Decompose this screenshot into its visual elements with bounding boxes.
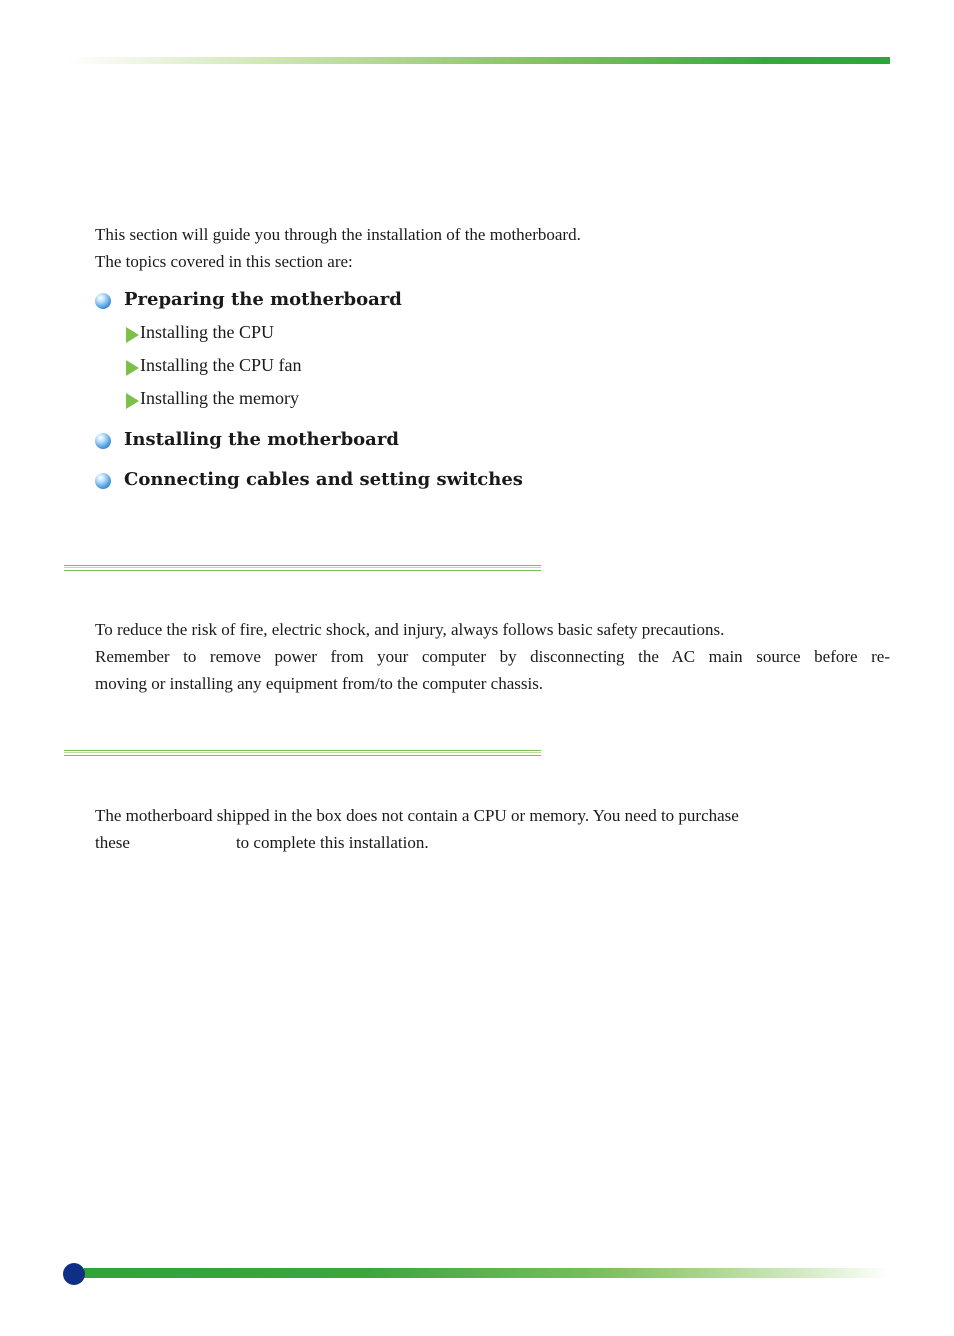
topic-connecting <box>95 469 523 490</box>
subtopic-label: Installing the memory <box>140 388 299 408</box>
green-arrow-icon <box>126 360 139 376</box>
safety-line-2: Remember to remove power from your computer by disconnecting the AC main source before re- <box>95 647 890 666</box>
cpu-note-line-2a: these <box>95 833 130 852</box>
header-rule <box>66 57 890 64</box>
cpu-note-line-2 <box>95 829 875 856</box>
subtopic-item <box>126 322 274 343</box>
section-divider <box>64 565 541 571</box>
subtopic-label: Installing the CPU <box>140 322 274 342</box>
safety-line-1: To reduce the risk of fire, electric shock, and injury, always follows basic safety precautions. <box>95 620 725 639</box>
intro-line-2: The topics covered in this section are: <box>95 252 353 271</box>
blue-ball-icon <box>95 293 111 309</box>
topic-label: Installing the motherboard <box>124 429 399 450</box>
topic-label: Preparing the motherboard <box>124 289 402 310</box>
green-arrow-icon <box>126 327 139 343</box>
cpu-note-paragraph <box>95 802 875 856</box>
cpu-note-line-2b: to complete this installation. <box>235 833 429 852</box>
subtopic-item <box>126 388 299 409</box>
topic-label: Connecting cables and setting switches <box>124 469 523 490</box>
intro-paragraph <box>95 221 895 275</box>
subtopic-label: Installing the CPU fan <box>140 355 302 375</box>
page-marker-dot <box>63 1263 85 1285</box>
footer-rule <box>84 1268 890 1278</box>
topic-installing <box>95 429 399 450</box>
safety-line-3: moving or installing any equipment from/to the computer chassis. <box>95 674 544 693</box>
safety-paragraph <box>95 616 890 697</box>
green-arrow-icon <box>126 393 139 409</box>
subtopic-item <box>126 355 301 376</box>
section-divider <box>64 750 541 756</box>
blue-ball-icon <box>95 473 111 489</box>
topic-preparing <box>95 289 402 310</box>
blue-ball-icon <box>95 433 111 449</box>
intro-line-1: This section will guide you through the installation of the motherboard. <box>95 225 581 244</box>
cpu-note-line-1: The motherboard shipped in the box does not contain a CPU or memory. You need to purchase <box>95 806 739 825</box>
